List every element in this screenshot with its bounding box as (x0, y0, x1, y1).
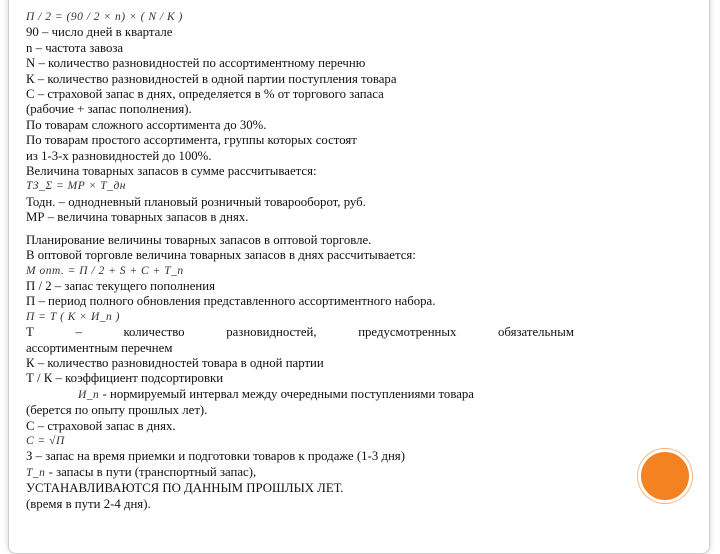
text-line: (рабочие + запас пополнения). (26, 102, 192, 117)
formula-safety-stock: C = √П (26, 434, 65, 447)
word: предусмотренных (358, 325, 457, 340)
text-line: (время в пути 2-4 дня). (26, 496, 151, 511)
word: количество (123, 325, 185, 340)
text-line: К – количество разновидностей в одной партии поступления товара (26, 71, 397, 86)
text-line: З – запас на время приемки и подготовки товаров к продаже (1-3 дня) (26, 449, 405, 464)
justified-line (26, 325, 574, 340)
formula-pi-half: П / 2 = (90 / 2 × n) × ( N / K ) (26, 11, 183, 23)
word: – (75, 325, 82, 340)
text-line (26, 465, 586, 481)
section-gap (26, 226, 586, 233)
text-line: Т / К – коэффициент подсортировки (26, 371, 224, 386)
word: обязательным (498, 325, 574, 340)
text-line: УСТАНАВЛИВАЮТСЯ ПО ДАННЫМ ПРОШЛЫХ ЛЕТ. (26, 481, 344, 496)
symbol-interval: И_п (78, 388, 100, 401)
section-heading: Планирование величины товарных запасов в оптовой торговле. (26, 232, 372, 247)
text-line (26, 387, 586, 403)
text-line: МР – величина товарных запасов в днях. (26, 210, 249, 225)
word: Т (26, 325, 34, 340)
text-line: (берется по опыту прошлых лет). (26, 403, 208, 418)
text: - запасы в пути (транспортный запас), (48, 464, 257, 479)
text-line: n – частота завоза (26, 40, 124, 55)
formula-renewal-period: П = Т ( К × И_п ) (26, 310, 120, 323)
text-line: К – количество разновидностей товара в одной партии (26, 355, 324, 370)
text-line: из 1-3-х разновидностей до 100%. (26, 148, 212, 163)
text-line: В оптовой торговле величина товарных запасов в днях рассчитывается: (26, 248, 416, 263)
document-page (26, 10, 586, 512)
text-line: N – количество разновидностей по ассортиментному перечню (26, 56, 366, 71)
text-line: С – страховой запас в днях, определяется в % от торгового запаса (26, 87, 384, 102)
text: - нормируемый интервал между очередными поступлениями товара (102, 386, 474, 401)
text-line: По товарам сложного ассортимента до 30%. (26, 117, 267, 132)
text-line: ассортиментным перечнем (26, 340, 173, 355)
word: разновидностей, (226, 325, 317, 340)
text-line: 90 – число дней в квартале (26, 25, 173, 40)
text-line: Тодн. – однодневный плановый розничный товарооборот, руб. (26, 194, 366, 209)
text-line: По товарам простого ассортимента, группы которых состоят (26, 133, 357, 148)
text-line: Величина товарных запасов в сумме рассчитывается: (26, 164, 317, 179)
text-line: С – страховой запас в днях. (26, 418, 176, 433)
formula-total-stock: ТЗ_Σ = МР × Т_дн (26, 180, 126, 193)
orange-circle-decoration (638, 449, 692, 503)
symbol-transit: Т_п (26, 466, 46, 479)
text-line: П – период полного обновления представленного ассортиментного набора. (26, 294, 436, 309)
text-line: П / 2 – запас текущего пополнения (26, 278, 215, 293)
formula-wholesale-stock: М опт. = П / 2 + S + C + Т_п (26, 264, 184, 277)
